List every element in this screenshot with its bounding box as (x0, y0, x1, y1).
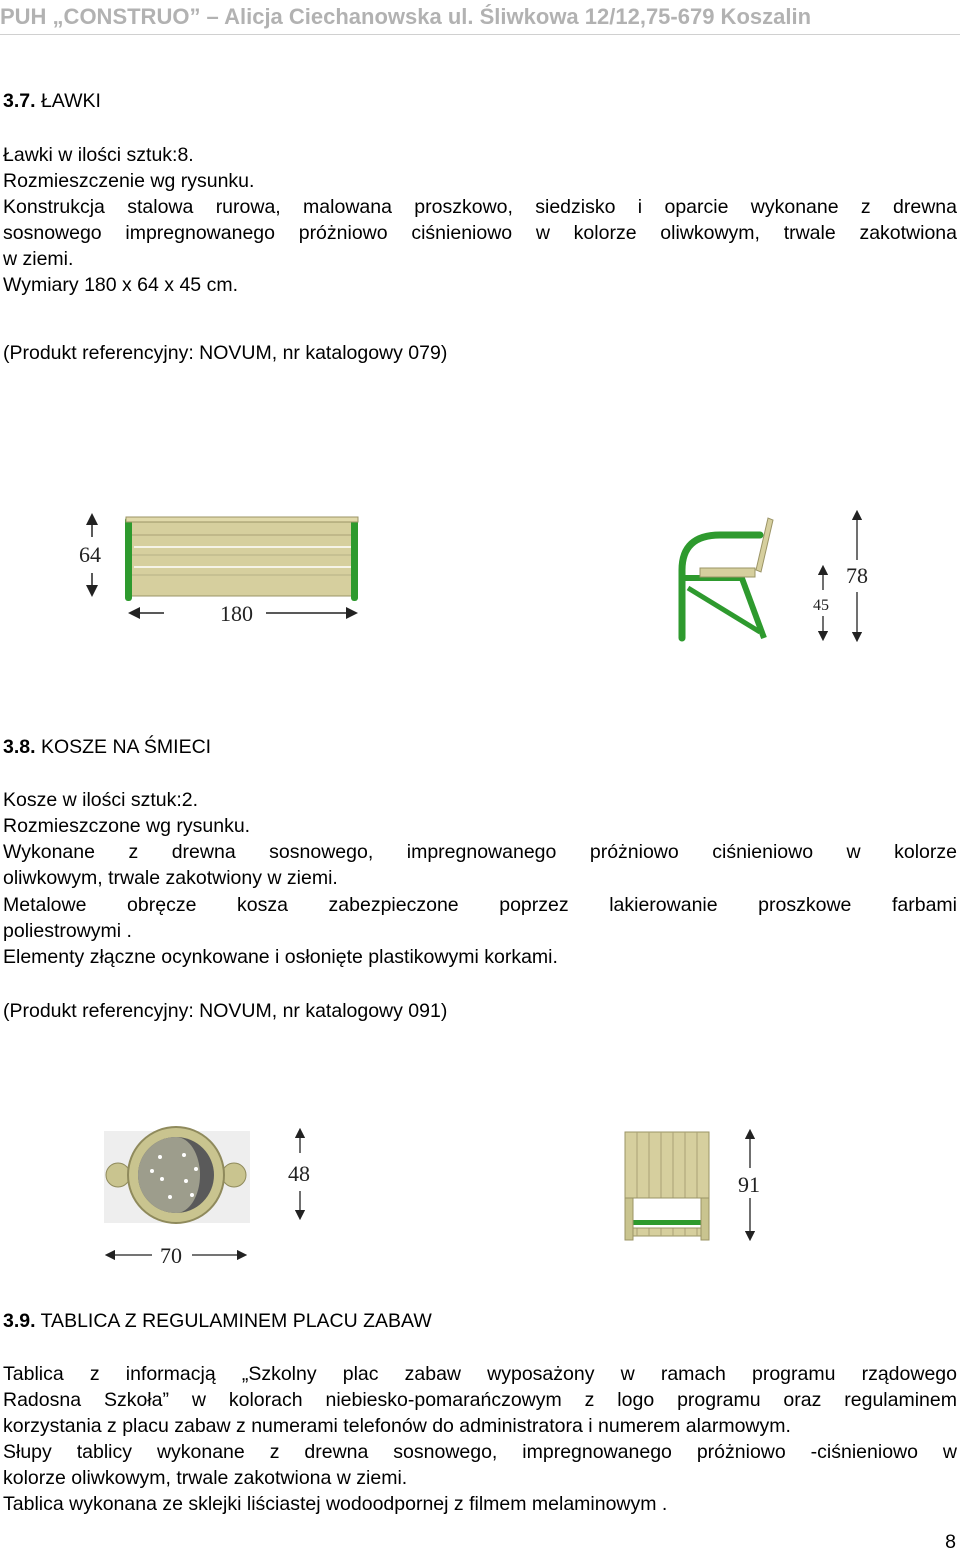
paragraph-line: Tablica z informacją „Szkolny plac zabaw wyposażony w ramach programu rządowego (3, 1363, 957, 1385)
paragraph-line: korzystania z placu zabaw z numerami telefonów do administratora i numerem alarmowym. (3, 1415, 791, 1437)
paragraph-line: Słupy tablicy wykonane z drewna sosnowego, impregnowanego próżniowo -ciśnieniowo w (3, 1441, 957, 1463)
dim-label-depth: 48 (288, 1161, 310, 1186)
section-title: TABLICA Z REGULAMINEM PLACU ZABAW (35, 1310, 432, 1332)
bench-front-drawing (70, 505, 380, 635)
page-header: PUH „CONSTRUO” – Alicja Ciechanowska ul. Śliwkowa 12/12,75-679 Koszalin (0, 4, 960, 35)
paragraph-line: oliwkowym, trwale zakotwiony w ziemi. (3, 867, 338, 889)
paragraph-line: sosnowego impregnowanego próżniowo ciśnieniowo w kolorze oliwkowym, trwale zakotwiona (3, 222, 957, 244)
section-number: 3.7. (3, 90, 36, 112)
page-number: 8 (945, 1531, 956, 1553)
dim-label-total-height: 78 (846, 563, 868, 588)
bin-front-drawing (620, 1128, 780, 1248)
product-reference: (Produkt referencyjny: NOVUM, nr katalogowy 091) (3, 1000, 448, 1022)
section-heading-bins (3, 734, 211, 760)
paragraph-line: poliestrowymi . (3, 920, 132, 942)
paragraph-line: Radosna Szkoła” w kolorach niebiesko-pomarańczowym z logo programu oraz regulaminem (3, 1389, 957, 1411)
paragraph-line: Kosze w ilości sztuk:2. (3, 789, 199, 811)
paragraph-line: Metalowe obręcze kosza zabezpieczone poprzez lakierowanie proszkowe farbami (3, 894, 957, 916)
dim-label-depth: 64 (79, 542, 101, 567)
paragraph-line: Wymiary 180 x 64 x 45 cm. (3, 274, 238, 296)
paragraph-line: kolorze oliwkowym, trwale zakotwiona w ziemi. (3, 1467, 408, 1489)
section-heading-benches (3, 88, 101, 114)
bench-side-drawing (660, 510, 880, 645)
section-title: ŁAWKI (35, 90, 101, 112)
section-number: 3.8. (3, 736, 36, 758)
section-heading-board (3, 1308, 432, 1334)
section-title: KOSZE NA ŚMIECI (35, 736, 212, 758)
dim-label-length: 180 (220, 601, 253, 626)
paragraph-line: Elementy złączne ocynkowane i osłonięte plastikowymi korkami. (3, 946, 558, 968)
paragraph-line: Konstrukcja stalowa rurowa, malowana proszkowo, siedzisko i oparcie wykonane z drewna (3, 196, 957, 218)
dim-label-height: 91 (738, 1172, 760, 1197)
product-reference: (Produkt referencyjny: NOVUM, nr katalogowy 079) (3, 342, 448, 364)
paragraph-line: Wykonane z drewna sosnowego, impregnowanego próżniowo ciśnieniowo w kolorze (3, 841, 957, 863)
paragraph-line: Ławki w ilości sztuk:8. (3, 144, 194, 166)
paragraph-line: Tablica wykonana ze sklejki liściastej wodoodpornej z filmem melaminowym . (3, 1493, 668, 1515)
section-number: 3.9. (3, 1310, 36, 1332)
paragraph-line: Rozmieszczone wg rysunku. (3, 815, 251, 837)
paragraph-line: w ziemi. (3, 248, 74, 270)
paragraph-line: Rozmieszczenie wg rysunku. (3, 170, 255, 192)
dim-label-width: 70 (160, 1243, 182, 1268)
bin-top-drawing (100, 1125, 340, 1275)
dim-label-seat-height: 45 (813, 597, 829, 614)
